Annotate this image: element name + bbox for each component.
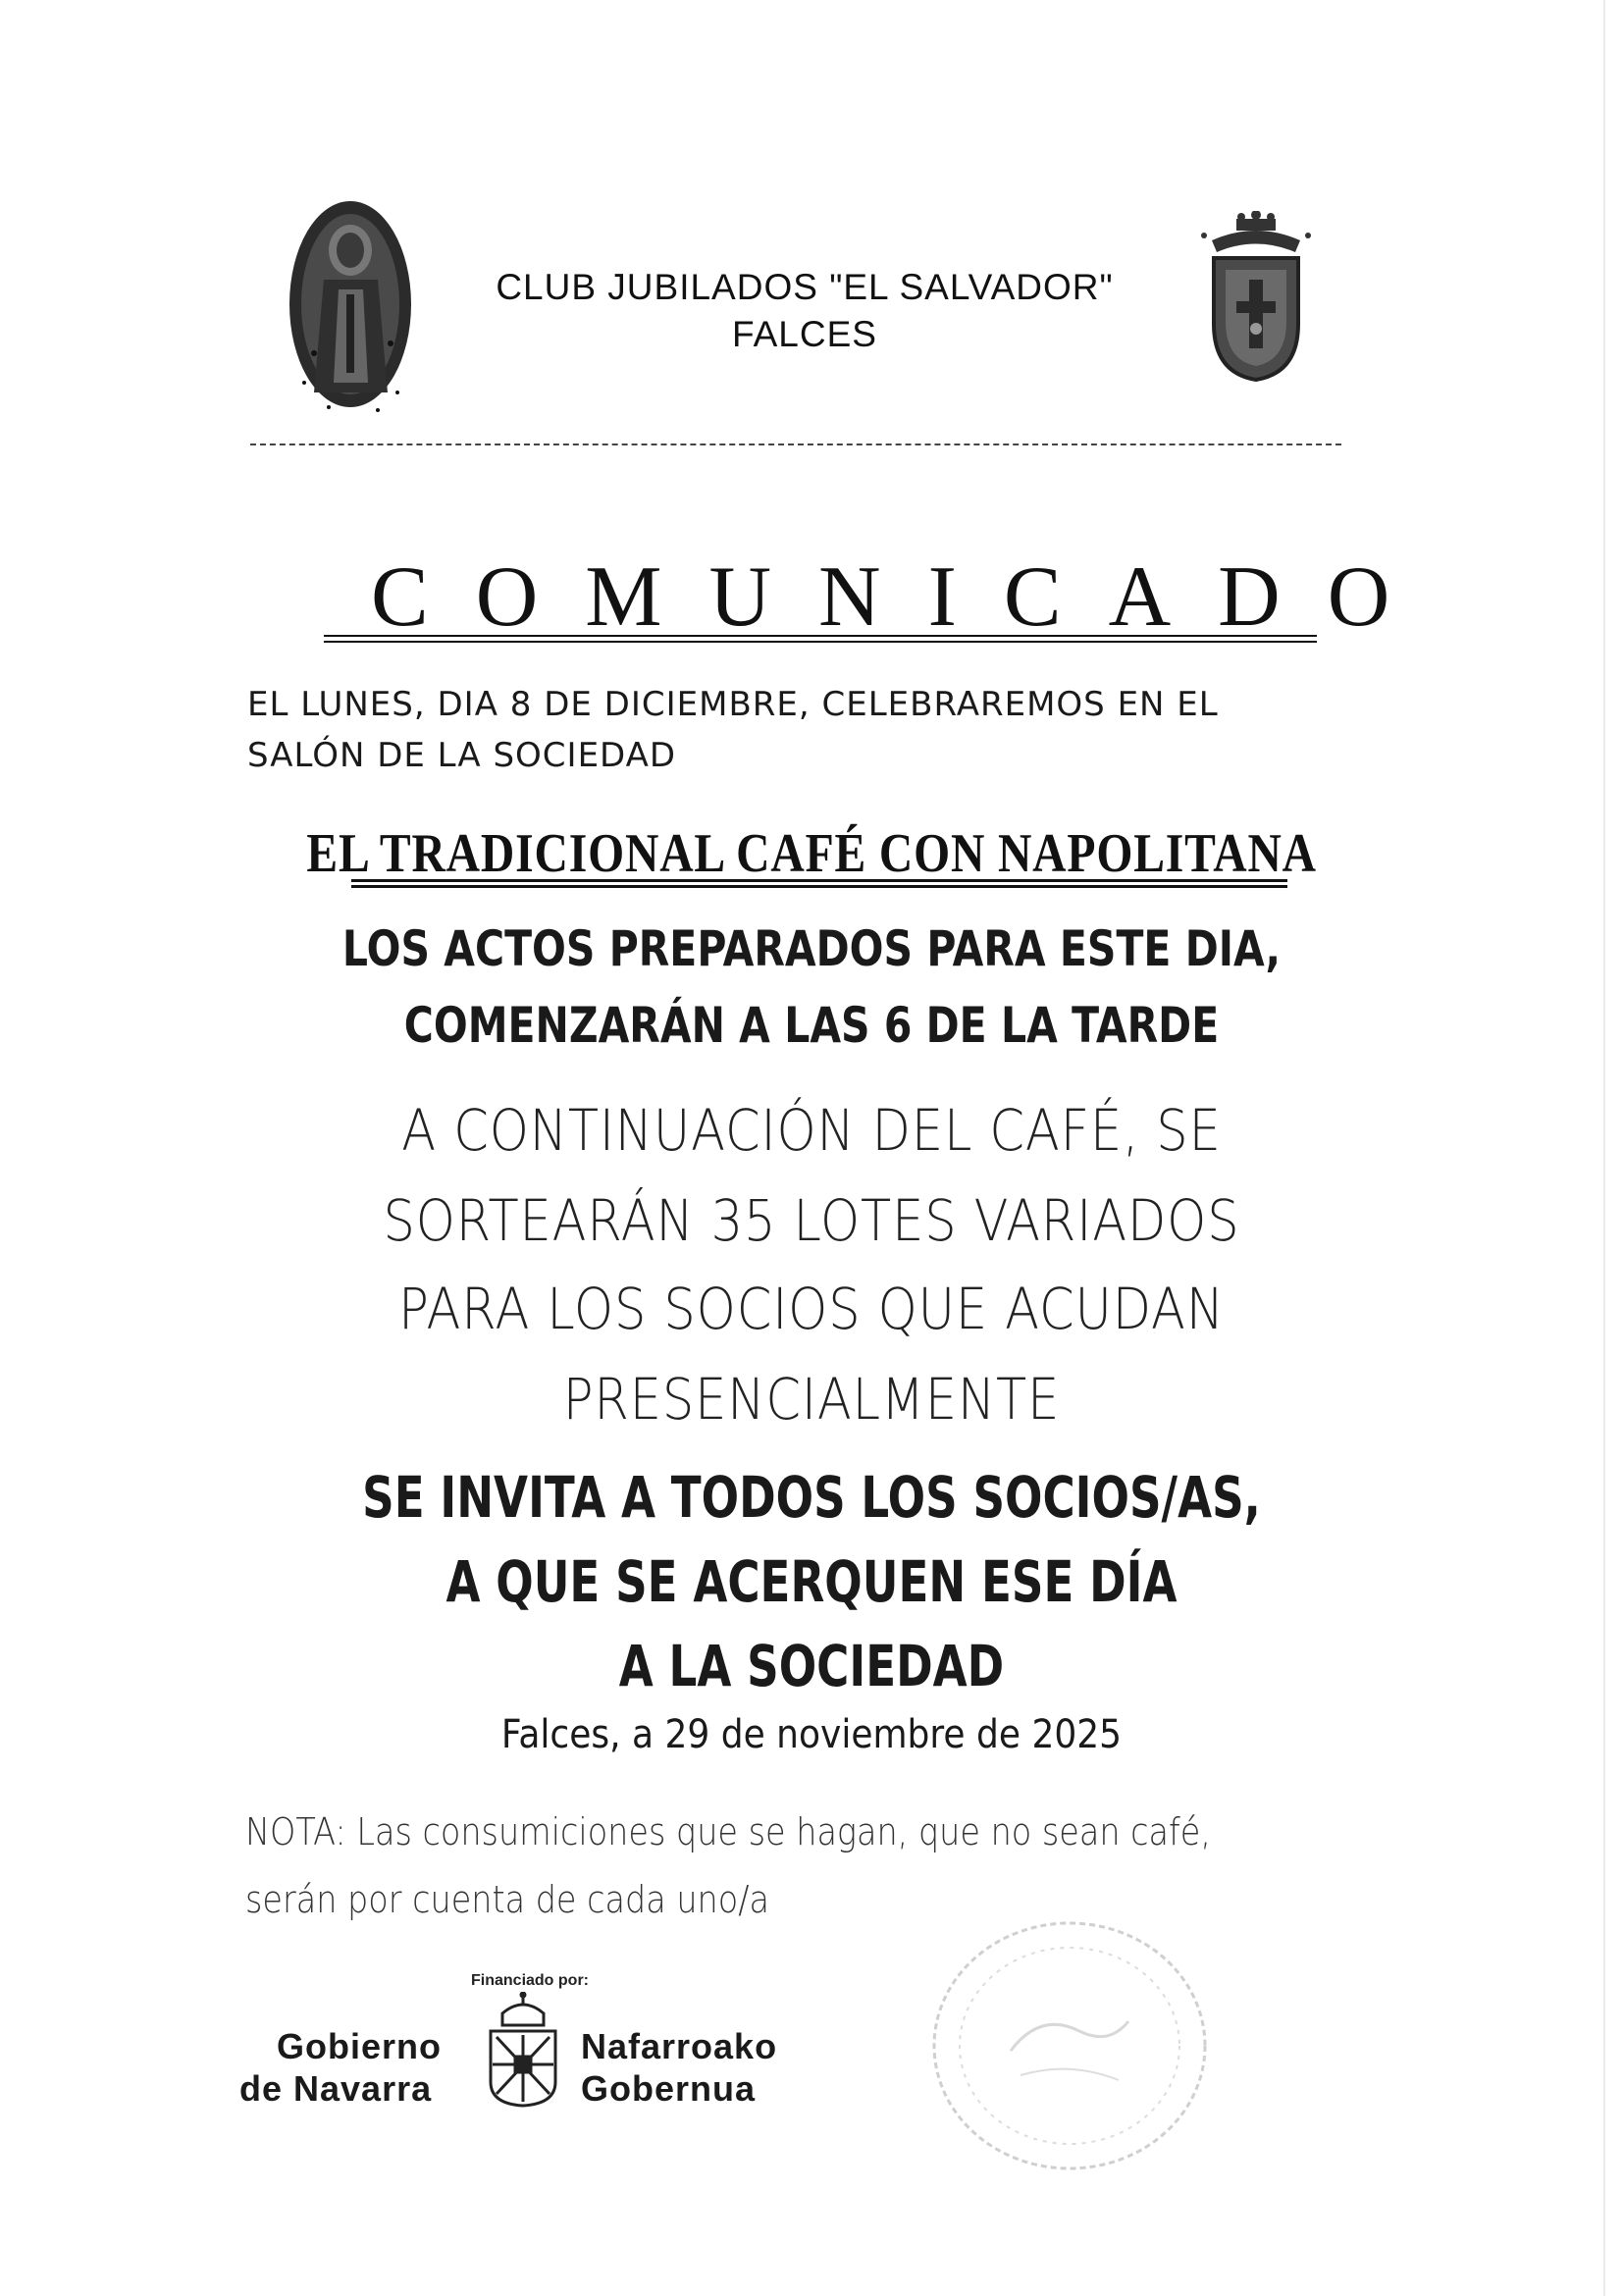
club-stamp-image <box>922 1913 1217 2178</box>
gov-eu-line-2: Gobernua <box>581 2068 757 2109</box>
intro-line-2: SALÓN DE LA SOCIEDAD <box>247 736 677 775</box>
header-divider <box>250 444 1341 445</box>
religious-figure-image <box>285 196 417 422</box>
raffle-line-3: PARA LOS SOCIOS QUE ACUDAN <box>398 1276 1225 1342</box>
intro-line-1: EL LUNES, DIA 8 DE DICIEMBRE, CELEBRAREMOS EN EL <box>247 685 1219 724</box>
note-line-1: NOTA: Las consumiciones que se hagan, que no sean café, <box>245 1810 1212 1853</box>
title-underline <box>324 635 1317 637</box>
invitation-line-2: A QUE SE ACERQUEN ESE DÍA <box>445 1548 1178 1615</box>
raffle-line-1: A CONTINUACIÓN DEL CAFÉ, SE <box>401 1097 1222 1164</box>
invitation-line-3: A LA SOCIEDAD <box>618 1633 1005 1699</box>
page-title: COMUNICADO <box>371 549 1438 645</box>
gov-eu-line-1: Nafarroako <box>581 2026 778 2066</box>
note-line-2: serán por cuenta de cada uno/a <box>245 1878 769 1921</box>
page-edge <box>1603 0 1605 2296</box>
event-highlight: EL TRADICIONAL CAFÉ CON NAPOLITANA <box>306 823 1317 884</box>
club-name: CLUB JUBILADOS "EL SALVADOR" <box>496 267 1114 307</box>
coat-of-arms-image <box>1192 211 1320 388</box>
highlight-underline-double <box>351 885 1287 888</box>
raffle-line-2: SORTEARÁN 35 LOTES VARIADOS <box>383 1187 1240 1254</box>
title-underline-double <box>324 641 1317 643</box>
financed-by-label: Financiado por: <box>471 1972 589 1989</box>
gov-es-line-1: Gobierno <box>277 2026 442 2066</box>
date-line: Falces, a 29 de noviembre de 2025 <box>500 1712 1123 1757</box>
club-town: FALCES <box>732 314 877 354</box>
invitation-line-1: SE INVITA A TODOS LOS SOCIOS/AS, <box>362 1464 1261 1531</box>
gov-es-line-2: de Navarra <box>239 2068 433 2109</box>
raffle-line-4: PRESENCIALMENTE <box>562 1366 1061 1433</box>
schedule-line-2: COMENZARÁN A LAS 6 DE LA TARDE <box>403 997 1220 1054</box>
navarra-shield-icon <box>483 1992 563 2108</box>
highlight-underline <box>351 879 1287 882</box>
schedule-line-1: LOS ACTOS PREPARADOS PARA ESTE DIA, <box>341 920 1282 977</box>
